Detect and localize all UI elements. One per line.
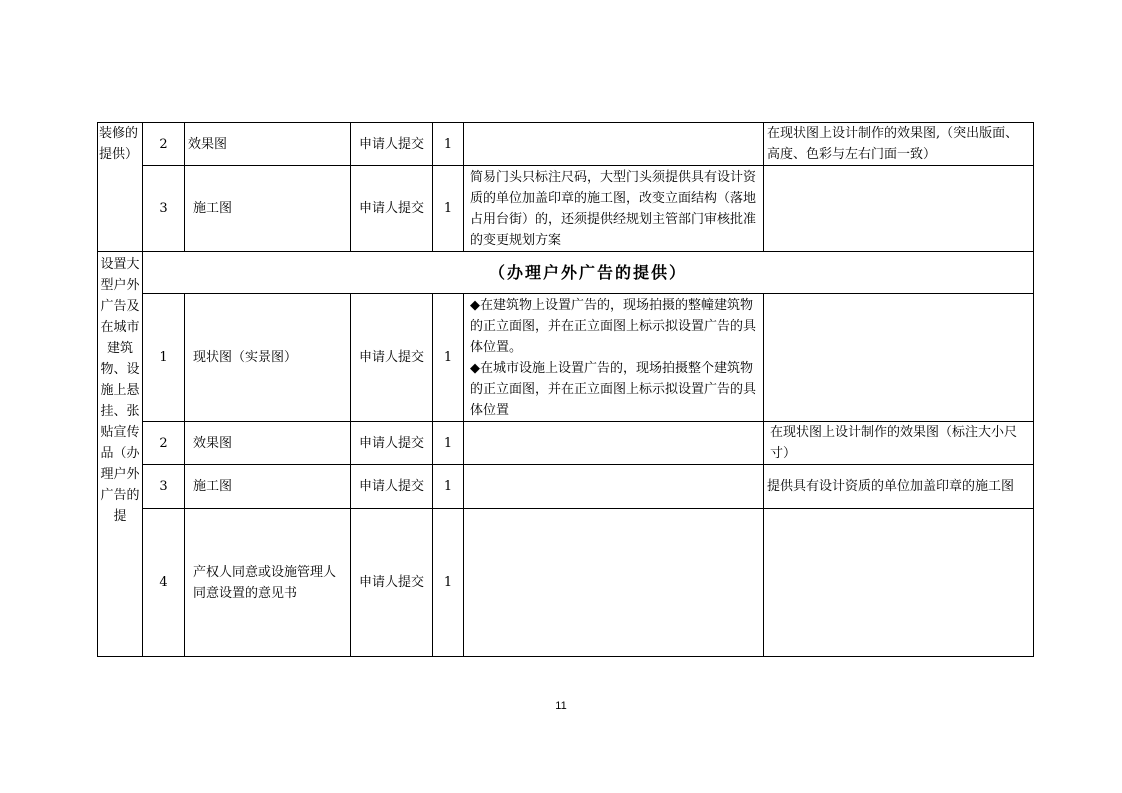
item-number: 3	[143, 465, 185, 509]
materials-table	[97, 122, 1034, 657]
item-number: 3	[143, 166, 185, 252]
item-name: 施工图	[185, 166, 351, 252]
item-name: 产权人同意或设施管理人同意设置的意见书	[185, 509, 351, 657]
item-remark: 在现状图上设计制作的效果图（标注大小尺寸）	[764, 422, 1034, 465]
table-row	[98, 509, 1034, 657]
section-title: （办理户外广告的提供）	[143, 252, 1034, 294]
item-remark: 提供具有设计资质的单位加盖印章的施工图	[764, 465, 1034, 509]
item-source: 申请人提交	[351, 123, 433, 166]
requirement-facility: ◆在城市设施上设置广告的，现场拍摄整个建筑物的正立面图，并在正立面图上标示拟设置广告的具体位置	[470, 360, 757, 418]
item-copies: 1	[433, 294, 464, 422]
category-cell: 设置大型户外广告及在城市建筑物、设施上悬挂、张贴宣传品（办理户外广告的提	[98, 252, 143, 657]
item-requirement	[464, 294, 764, 422]
item-source: 申请人提交	[351, 166, 433, 252]
item-remark: 在现状图上设计制作的效果图,（突出版面、高度、色彩与左右门面一致）	[764, 123, 1034, 166]
item-number: 2	[143, 123, 185, 166]
item-requirement	[464, 422, 764, 465]
item-remark	[764, 509, 1034, 657]
requirement-building: ◆在建筑物上设置广告的，现场拍摄的整幢建筑物的正立面图，并在正立面图上标示拟设置广告的具体位置。	[470, 297, 757, 355]
item-number: 4	[143, 509, 185, 657]
item-requirement	[464, 465, 764, 509]
item-copies: 1	[433, 123, 464, 166]
item-requirement	[464, 509, 764, 657]
item-name: 施工图	[185, 465, 351, 509]
item-remark	[764, 166, 1034, 252]
item-copies: 1	[433, 509, 464, 657]
item-source: 申请人提交	[351, 465, 433, 509]
item-source: 申请人提交	[351, 422, 433, 465]
table-row	[98, 422, 1034, 465]
table-row	[98, 465, 1034, 509]
category-cell: 装修的提供）	[98, 123, 143, 252]
item-remark	[764, 294, 1034, 422]
item-source: 申请人提交	[351, 294, 433, 422]
item-copies: 1	[433, 465, 464, 509]
item-number: 1	[143, 294, 185, 422]
item-requirement: 简易门头只标注尺码，大型门头须提供具有设计资质的单位加盖印章的施工图，改变立面结构（落地占用台街）的，还须提供经规划主管部门审核批准的变更规划方案	[464, 166, 764, 252]
table-row	[98, 294, 1034, 422]
table-row	[98, 252, 1034, 294]
item-name: 效果图	[185, 422, 351, 465]
item-number: 2	[143, 422, 185, 465]
item-name: 现状图（实景图）	[185, 294, 351, 422]
item-copies: 1	[433, 422, 464, 465]
table-row	[98, 123, 1034, 166]
table-row	[98, 166, 1034, 252]
item-copies: 1	[433, 166, 464, 252]
page-number: 11	[555, 700, 567, 712]
item-name: 效果图	[185, 123, 351, 166]
item-source: 申请人提交	[351, 509, 433, 657]
item-requirement	[464, 123, 764, 166]
